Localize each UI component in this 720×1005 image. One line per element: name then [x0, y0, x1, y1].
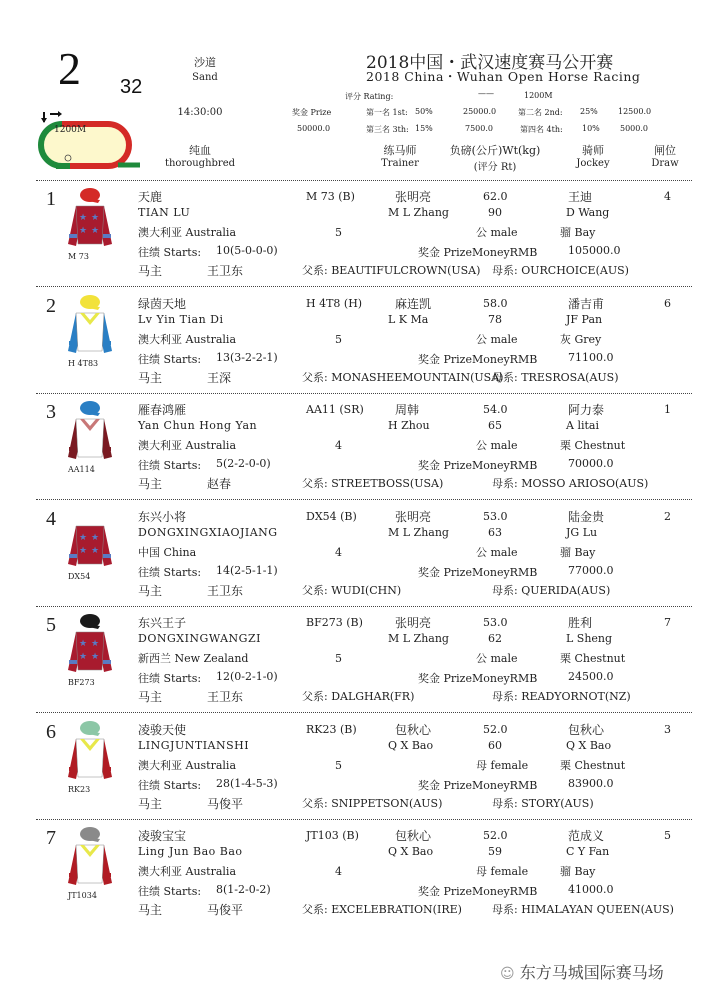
prize-4th-amount: 5000.0: [620, 124, 648, 133]
prize-1st-label: 第一名 1st:: [366, 108, 408, 117]
starts-label: 往绩 Starts:: [138, 885, 202, 898]
svg-text:★: ★: [79, 226, 88, 236]
race-time: 14:30:00: [177, 107, 223, 118]
horse-name-cn: 东兴小将: [138, 509, 187, 524]
rating: 63: [488, 525, 502, 539]
weight: 52.0: [483, 829, 508, 842]
track-distance-label: 1200M: [54, 125, 87, 135]
horse-sex: 公 male: [476, 226, 518, 239]
divider: [36, 819, 692, 820]
horse-color: 栗 Chestnut: [560, 439, 626, 452]
silk-code: DX54: [68, 571, 91, 581]
dam: 母系: QUERIDA(AUS): [492, 583, 611, 597]
divider: [36, 180, 692, 181]
breed-cn: 纯血: [189, 144, 211, 157]
prize-money: 41000.0: [568, 883, 614, 896]
prize-1st-amount: 25000.0: [463, 107, 497, 116]
prize-money: 77000.0: [568, 563, 614, 577]
horse-brand: JT103 (B): [306, 829, 359, 842]
owner-label: 马主: [138, 796, 163, 811]
jockey-cn: 阿力泰: [568, 403, 605, 417]
col-draw-cn: 闸位: [654, 144, 676, 157]
horse-number: 1: [46, 188, 56, 210]
starts-label: 往绩 Starts:: [138, 459, 202, 472]
entry-row: [0, 289, 720, 395]
sire: 父系: BEAUTIFULCROWN(USA): [302, 264, 481, 277]
silk-code: M 73: [68, 252, 89, 261]
horse-age: 5: [335, 758, 342, 772]
horse-origin: 澳大利亚 Australia: [138, 332, 237, 346]
draw: 1: [664, 403, 671, 416]
svg-text:★: ★: [91, 652, 100, 662]
surface-en: Sand: [192, 72, 218, 83]
owner-name: 马俊平: [207, 796, 244, 811]
horse-name-en: DONGXINGXIAOJIANG: [138, 525, 278, 539]
weight: 58.0: [483, 296, 508, 310]
divider: [36, 286, 692, 287]
starts-record: 12(0-2-1-0): [216, 670, 278, 683]
owner-label: 马主: [138, 583, 163, 598]
race-distance: 1200M: [524, 91, 553, 100]
starts-label: 往绩 Starts:: [138, 565, 202, 579]
jockey-en: L Sheng: [566, 632, 613, 645]
horse-name-en: DONGXINGWANGZI: [138, 632, 261, 645]
svg-text:★: ★: [79, 213, 88, 223]
jockey-en: C Y Fan: [566, 845, 610, 858]
owner-name: 王深: [207, 370, 232, 385]
sire: 父系: SNIPPETSON(AUS): [302, 796, 443, 810]
prize-money-label: 奖金 PrizeMoneyRMB: [418, 778, 538, 792]
jockey-silk-icon: [66, 719, 114, 783]
sire: 父系: DALGHAR(FR): [302, 690, 415, 703]
prize-money: 70000.0: [568, 457, 614, 470]
prize-money-label: 奖金 PrizeMoneyRMB: [418, 565, 538, 579]
trainer-cn: 麻连凯: [395, 296, 432, 311]
starts-record: 13(3-2-2-1): [216, 350, 278, 364]
horse-origin: 澳大利亚 Australia: [138, 865, 237, 878]
starts-label: 往绩 Starts:: [138, 778, 202, 792]
watermark: [500, 960, 664, 983]
race-code: 32: [120, 76, 143, 98]
jockey-silk-icon: [66, 825, 114, 889]
sire: 父系: WUDI(CHN): [302, 583, 402, 597]
horse-origin: 澳大利亚 Australia: [138, 758, 237, 772]
prize-1st-pct: 50%: [415, 107, 433, 116]
horse-age: 4: [335, 865, 342, 878]
rating: 60: [488, 738, 502, 752]
dam: 母系: STORY(AUS): [492, 796, 594, 810]
entry-row: [0, 608, 720, 714]
prize-2nd-pct: 25%: [580, 107, 598, 116]
dam: 母系: MOSSO ARIOSO(AUS): [492, 477, 649, 490]
draw: 4: [664, 190, 671, 203]
horse-color: 骝 Bay: [560, 865, 596, 878]
jockey-cn: 潘吉甫: [568, 296, 605, 311]
entry-row: [0, 502, 720, 608]
owner-label: 马主: [138, 477, 163, 491]
svg-text:★: ★: [91, 532, 100, 543]
trainer-cn: 周韩: [395, 403, 420, 417]
jockey-en: A litai: [566, 419, 599, 432]
surface-cn: 沙道: [194, 56, 216, 69]
horse-brand: M 73 (B): [306, 190, 355, 203]
starts-record: 5(2-2-0-0): [216, 457, 271, 470]
col-weight-en: (评分 Rt): [473, 162, 517, 173]
rating: 65: [488, 419, 502, 432]
draw: 2: [664, 509, 671, 523]
horse-age: 4: [335, 545, 342, 559]
prize-money-label: 奖金 PrizeMoneyRMB: [418, 459, 538, 472]
title-cn: 2018中国・武汉速度赛马公开赛: [366, 53, 614, 73]
horse-sex: 母 female: [476, 865, 529, 878]
trainer-en: M L Zhang: [388, 525, 449, 539]
jockey-silk-icon: [66, 186, 114, 250]
horse-origin: 中国 China: [138, 545, 197, 559]
horse-sex: 公 male: [476, 652, 518, 665]
svg-text:★: ★: [79, 639, 88, 649]
horse-age: 5: [335, 652, 342, 665]
wechat-icon: ☺: [500, 966, 515, 982]
horse-name-en: TIAN LU: [138, 206, 191, 219]
trainer-cn: 张明亮: [395, 509, 432, 524]
horse-sex: 公 male: [476, 439, 518, 452]
owner-name: 马俊平: [207, 903, 244, 917]
title-en: 2018 China・Wuhan Open Horse Racing: [366, 69, 641, 84]
sire: 父系: STREETBOSS(USA): [302, 477, 444, 490]
prize-4th-pct: 10%: [582, 124, 600, 133]
silk-code: H 4T83: [68, 358, 99, 368]
trainer-en: L K Ma: [388, 312, 429, 326]
weight: 53.0: [483, 616, 508, 629]
jockey-en: JF Pan: [566, 312, 603, 326]
col-jockey-en: Jockey: [576, 158, 610, 169]
horse-name-en: LINGJUNTIANSHI: [138, 738, 250, 752]
horse-number: 7: [46, 827, 56, 849]
horse-name-cn: 天鹿: [138, 190, 163, 204]
trainer-cn: 包秋心: [395, 829, 432, 843]
jockey-silk-icon: [66, 399, 114, 463]
horse-origin: 澳大利亚 Australia: [138, 439, 237, 452]
divider: [36, 393, 692, 394]
silk-code: BF273: [68, 678, 95, 687]
entry-row: [0, 182, 720, 288]
divider: [36, 606, 692, 607]
silk-code: RK23: [68, 784, 91, 794]
entry-row: [0, 395, 720, 501]
horse-sex: 公 male: [476, 332, 518, 346]
prize-money-label: 奖金 PrizeMoneyRMB: [418, 672, 538, 685]
dam: 母系: OURCHOICE(AUS): [492, 264, 629, 277]
svg-text:★: ★: [91, 639, 100, 649]
col-trainer-en: Trainer: [381, 158, 419, 169]
col-trainer-cn: 练马师: [383, 144, 417, 157]
prize-4th-label: 第四名 4th:: [520, 125, 563, 134]
jockey-cn: 王迪: [568, 190, 593, 204]
starts-record: 10(5-0-0-0): [216, 244, 278, 257]
svg-text:★: ★: [91, 545, 100, 556]
starts-label: 往绩 Starts:: [138, 352, 202, 366]
sire: 父系: EXCELEBRATION(IRE): [302, 903, 462, 916]
col-weight-cn: 负磅(公斤)Wt(kg): [449, 144, 541, 157]
rating-label: 评分 Rating:: [345, 92, 394, 101]
horse-sex: 母 female: [476, 758, 529, 772]
sire: 父系: MONASHEEMOUNTAIN(USA): [302, 370, 504, 384]
horse-name-en: Yan Chun Hong Yan: [138, 419, 258, 432]
divider: [36, 712, 692, 713]
horse-origin: 澳大利亚 Australia: [138, 226, 237, 239]
divider: [36, 499, 692, 500]
prize-money: 71100.0: [568, 350, 614, 364]
starts-label: 往绩 Starts:: [138, 672, 202, 685]
jockey-en: Q X Bao: [566, 738, 612, 752]
svg-text:★: ★: [91, 226, 100, 236]
watermark-text: 东方马城国际赛马场: [519, 963, 664, 982]
starts-record: 14(2-5-1-1): [216, 563, 278, 577]
draw: 6: [664, 296, 671, 310]
owner-name: 王卫东: [207, 690, 244, 704]
jockey-silk-icon: [66, 612, 114, 676]
jockey-silk-icon: [66, 293, 114, 357]
horse-brand: AA11 (SR): [306, 403, 364, 416]
trainer-cn: 包秋心: [395, 722, 432, 737]
weight: 53.0: [483, 509, 508, 523]
dam: 母系: READYORNOT(NZ): [492, 690, 631, 703]
horse-number: 4: [46, 507, 56, 530]
prize-3rd-pct: 15%: [415, 124, 433, 133]
jockey-silk-icon: [66, 506, 114, 570]
jockey-cn: 范成义: [568, 829, 605, 843]
silk-code: AA114: [68, 465, 95, 474]
col-jockey-cn: 骑师: [582, 144, 604, 157]
horse-brand: H 4T8 (H): [306, 296, 363, 310]
rating: 90: [488, 206, 502, 219]
rating: 59: [488, 845, 502, 858]
horse-age: 4: [335, 439, 342, 452]
rating: 78: [488, 312, 502, 326]
owner-label: 马主: [138, 264, 163, 278]
jockey-cn: 胜利: [568, 616, 593, 630]
silk-code: JT1034: [68, 891, 97, 900]
trainer-cn: 张明亮: [395, 616, 432, 630]
horse-name-cn: 绿茵天地: [138, 296, 187, 311]
svg-text:★: ★: [91, 213, 100, 223]
weight: 52.0: [483, 722, 508, 736]
prize-total: 50000.0: [297, 124, 331, 133]
col-draw-en: Draw: [651, 158, 679, 169]
horse-name-cn: 凌骏宝宝: [138, 829, 187, 843]
jockey-en: D Wang: [566, 206, 610, 219]
horse-age: 5: [335, 332, 342, 346]
prize-money: 105000.0: [568, 244, 621, 257]
horse-color: 栗 Chestnut: [560, 758, 626, 772]
horse-name-cn: 凌骏天使: [138, 722, 187, 737]
svg-text:★: ★: [79, 532, 88, 543]
trainer-en: Q X Bao: [388, 738, 434, 752]
breed-en: thoroughbred: [164, 158, 236, 169]
horse-brand: BF273 (B): [306, 616, 363, 629]
horse-color: 骝 Bay: [560, 226, 596, 239]
horse-name-en: Lv Yin Tian Di: [138, 312, 224, 326]
horse-age: 5: [335, 226, 342, 239]
prize-money: 83900.0: [568, 776, 614, 790]
horse-origin: 新西兰 New Zealand: [138, 652, 249, 665]
rating: 62: [488, 632, 502, 645]
entry-row: [0, 821, 720, 927]
horse-name-cn: 雁春鸿雁: [138, 403, 187, 417]
prize-2nd-label: 第二名 2nd:: [518, 108, 563, 117]
prize-3rd-label: 第三名 3th:: [366, 125, 409, 134]
dam: 母系: HIMALAYAN QUEEN(AUS): [492, 903, 674, 916]
prize-money-label: 奖金 PrizeMoneyRMB: [418, 885, 538, 898]
owner-name: 王卫东: [207, 264, 244, 278]
owner-name: 赵春: [207, 477, 232, 491]
track-diagram-icon: [34, 104, 142, 170]
owner-label: 马主: [138, 370, 163, 385]
horse-number: 2: [46, 294, 56, 317]
owner-label: 马主: [138, 903, 163, 917]
trainer-en: M L Zhang: [388, 206, 449, 219]
horse-number: 3: [46, 401, 56, 423]
owner-name: 王卫东: [207, 583, 244, 598]
dam: 母系: TRESROSA(AUS): [492, 370, 619, 384]
starts-record: 28(1-4-5-3): [216, 776, 278, 790]
horse-sex: 公 male: [476, 545, 518, 559]
trainer-en: H Zhou: [388, 419, 430, 432]
horse-name-cn: 东兴王子: [138, 616, 187, 630]
prize-label: 奖金 Prize: [292, 108, 332, 117]
trainer-en: M L Zhang: [388, 632, 449, 645]
horse-number: 5: [46, 614, 56, 636]
draw: 3: [664, 722, 671, 736]
trainer-en: Q X Bao: [388, 845, 434, 858]
prize-money-label: 奖金 PrizeMoneyRMB: [418, 246, 538, 259]
rating-value: ——: [478, 89, 494, 98]
horse-color: 栗 Chestnut: [560, 652, 626, 665]
weight: 54.0: [483, 403, 508, 416]
jockey-cn: 陆金贵: [568, 509, 605, 524]
entry-row: [0, 715, 720, 821]
horse-brand: DX54 (B): [306, 509, 357, 523]
starts-label: 往绩 Starts:: [138, 246, 202, 259]
prize-money: 24500.0: [568, 670, 614, 683]
horse-name-en: Ling Jun Bao Bao: [138, 845, 243, 858]
svg-text:★: ★: [79, 545, 88, 556]
horse-color: 骝 Bay: [560, 545, 596, 559]
draw: 5: [664, 829, 671, 842]
horse-number: 6: [46, 720, 56, 743]
weight: 62.0: [483, 190, 508, 203]
owner-label: 马主: [138, 690, 163, 704]
trainer-cn: 张明亮: [395, 190, 432, 204]
prize-money-label: 奖金 PrizeMoneyRMB: [418, 352, 538, 366]
svg-text:★: ★: [79, 652, 88, 662]
prize-3rd-amount: 7500.0: [465, 124, 493, 133]
draw: 7: [664, 616, 671, 629]
jockey-cn: 包秋心: [568, 722, 605, 737]
horse-brand: RK23 (B): [306, 722, 357, 736]
horse-color: 灰 Grey: [560, 332, 602, 346]
jockey-en: JG Lu: [566, 525, 598, 539]
race-number: 2: [58, 43, 81, 94]
prize-2nd-amount: 12500.0: [618, 107, 652, 116]
starts-record: 8(1-2-0-2): [216, 883, 271, 896]
